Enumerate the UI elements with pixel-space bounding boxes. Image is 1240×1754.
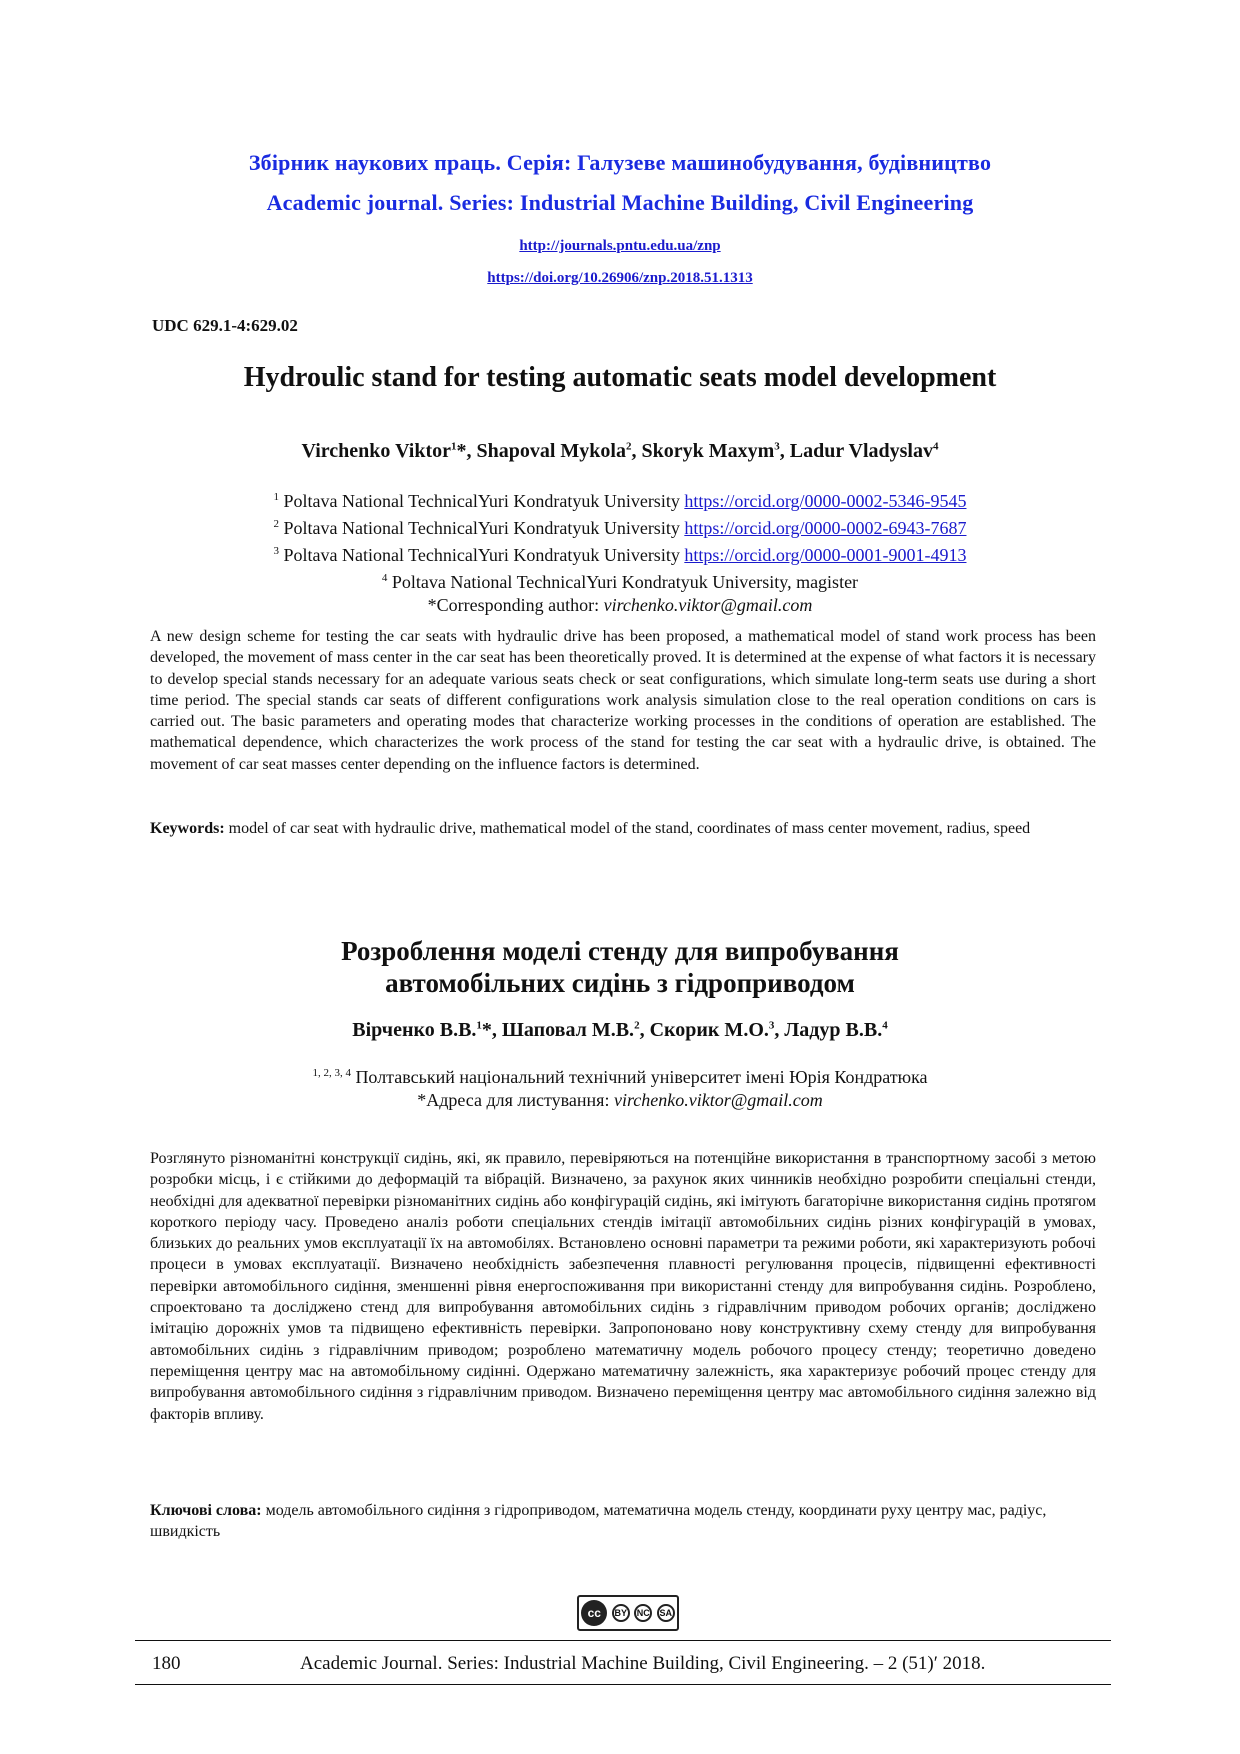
nc-icon: NC <box>634 1604 652 1622</box>
affiliations-en <box>0 486 1240 617</box>
affiliations-ua <box>0 1062 1240 1112</box>
journal-title-en: Academic journal. Series: Industrial Machine Building, Civil Engineering <box>266 190 974 215</box>
keywords-en <box>150 818 1096 839</box>
keywords-label: Keywords: <box>150 820 225 837</box>
author: Шаповал М.В. <box>501 1019 635 1041</box>
author: Ладур В.В. <box>784 1019 883 1041</box>
keywords-text: model of car seat with hydraulic drive, mathematical model of the stand, coordinates of mass center movement, radius, speed <box>224 820 1031 837</box>
orcid-link[interactable]: https://orcid.org/0000-0001-9001-4913 <box>684 545 967 565</box>
by-icon: BY <box>612 1604 630 1622</box>
keywords-ua <box>150 1500 1096 1542</box>
footer-citation: Academic Journal. Series: Industrial Machine Building, Civil Engineering. – 2 (51)′ 2018. <box>300 1653 986 1674</box>
orcid-link[interactable]: https://orcid.org/0000-0002-6943-7687 <box>684 518 967 538</box>
affiliation-line: $^2$ Poltava National TechnicalYuri Kondratyuk University https://orcid.org/0000-0002-6943-7687 <box>273 518 967 538</box>
author: Shapoval Mykola <box>476 440 626 462</box>
footer-rule-top <box>135 1640 1111 1641</box>
author: Скорик М.О. <box>649 1019 769 1041</box>
footer-rule-bottom <box>135 1684 1111 1685</box>
sa-icon: SA <box>657 1604 675 1622</box>
authors-en: Virchenko Viktor$^1$*, Shapoval Mykola$^2$, Skoryk Maxym$^3$, Ladur Vladyslav$^4$ <box>301 440 939 462</box>
authors-ua: Вірченко В.В.$^1$*, Шаповал М.В.$^2$, Скорик М.О.$^3$, Ладур В.В.$^4$ <box>352 1019 888 1041</box>
keywords-text: модель автомобільного сидіння з гідроприводом, математична модель стенду, координати руху центру мас, радіус, швидкість <box>150 1502 1047 1540</box>
udc-code: UDC 629.1-4:629.02 <box>152 316 298 335</box>
page-number: 180 <box>152 1653 181 1674</box>
author: Вірченко В.В. <box>352 1019 477 1041</box>
abstract-ua: Розглянуто різноманітні конструкції сидінь, які, як правило, перевіряються на потенційне використання в транспортному засобі з метою розробки місць, і є стійкими до деформацій та вібрацій. Визначено, за рахунок яких чинників необхідно розробити спеціальні стенди, необхідні для адекватної перевірки різноманітних сидінь або конфігурацій сидінь, які імітують багаторічне використання сидінь протягом короткого періоду часу. Проведено аналіз роботи спеціальних стендів імітації автомобільних сидінь різних конфігурацій в умовах, близьких до реальних умов експлуатації їх на автомобілях. Встановлено основні параметри та режими роботи, які характеризують робочі процеси в умовах експлуатації. Визначено необхідність забезпечення плавності регулювання процесів, підвищенні ефективності перевірки автомобільного сидіння, зменшенні рівня енергоспоживання при використанні стенду для випробування сидінь. Розроблено, спроектовано та досліджено стенд для випробування автомобільних сидінь з гідравлічним приводом робочих органів; досліджено імітацію дорожніх умов та підвищено ефективність перевірки. Запропоновано нову конструктивну схему стенду для випробування автомобільних сидінь з гідравлічним приводом; розроблено математичну модель робочого процесу стенду; теоретично доведено переміщення центру мас на автомобільному сидінні. Одержано математичну залежність, яка характеризує робочий процес стенду для випробування автомобільного сидіння з гідравлічним приводом. Визначено переміщення центру мас автомобільного сидіння залежно від факторів впливу. <box>150 1150 1096 1423</box>
keywords-label: Ключові слова: <box>150 1502 262 1519</box>
affiliation-line: $^1$ Poltava National TechnicalYuri Kondratyuk University https://orcid.org/0000-0002-5346-9545 <box>273 491 967 511</box>
cc-license-badge[interactable] <box>577 1595 679 1631</box>
abstract-en: A new design scheme for testing the car seats with hydraulic drive has been proposed, a mathematical model of stand work process has been developed, the movement of mass center in the car seat has been theoretically proved. It is determined at the expense of what factors it is necessary to develop special stands necessary for an adequate various seats check or seat configurations, which simulate long-term seats use during a short time period. The special stands car seats of different configurations work analysis simulation close to the real operation conditions on cars is carried out. The basic parameters and operating modes that characterize working processes in the conditions of operation are established. The mathematical dependence, which characterizes the work process of the stand for testing the car seat with a hydraulic drive, is obtained. The movement of car seat masses center depending on the influence factors is determined. <box>150 628 1096 773</box>
author: Ladur Vladyslav <box>789 440 933 462</box>
author: Virchenko Viktor <box>301 440 451 462</box>
affiliation-line: $^4$ Poltava National TechnicalYuri Kondratyuk University, magister <box>381 572 859 592</box>
journal-url-link[interactable]: http://journals.pntu.edu.ua/znp <box>519 238 721 254</box>
journal-title-ua: Збірник наукових праць. Серія: Галузеве машинобудування, будівництво <box>248 150 992 175</box>
paper-title-ua: Розроблення моделі стенду для випробування автомобільних сидінь з гідроприводом <box>341 936 899 998</box>
affiliation-line: $^3$ Poltava National TechnicalYuri Kondratyuk University https://orcid.org/0000-0001-9001-4913 <box>273 545 967 565</box>
orcid-link[interactable]: https://orcid.org/0000-0002-5346-9545 <box>684 491 967 511</box>
paper-title-en: Hydroulic stand for testing automatic seats model development <box>243 362 997 393</box>
doi-link[interactable]: https://doi.org/10.26906/znp.2018.51.1313 <box>487 270 753 286</box>
corresponding-author: *Corresponding author: virchenko.viktor@gmail.com <box>427 595 813 615</box>
cc-icon: cc <box>581 1600 607 1626</box>
email[interactable]: virchenko.viktor@gmail.com <box>603 595 813 615</box>
affiliation-line: $^{1, 2, 3, 4}$ Полтавський національний технічний університет імені Юрія Кондратюка <box>312 1067 928 1087</box>
email[interactable]: virchenko.viktor@gmail.com <box>613 1090 823 1110</box>
corresponding-author: *Адреса для листування: virchenko.viktor@gmail.com <box>417 1090 823 1110</box>
author: Skoryk Maxym <box>641 440 775 462</box>
